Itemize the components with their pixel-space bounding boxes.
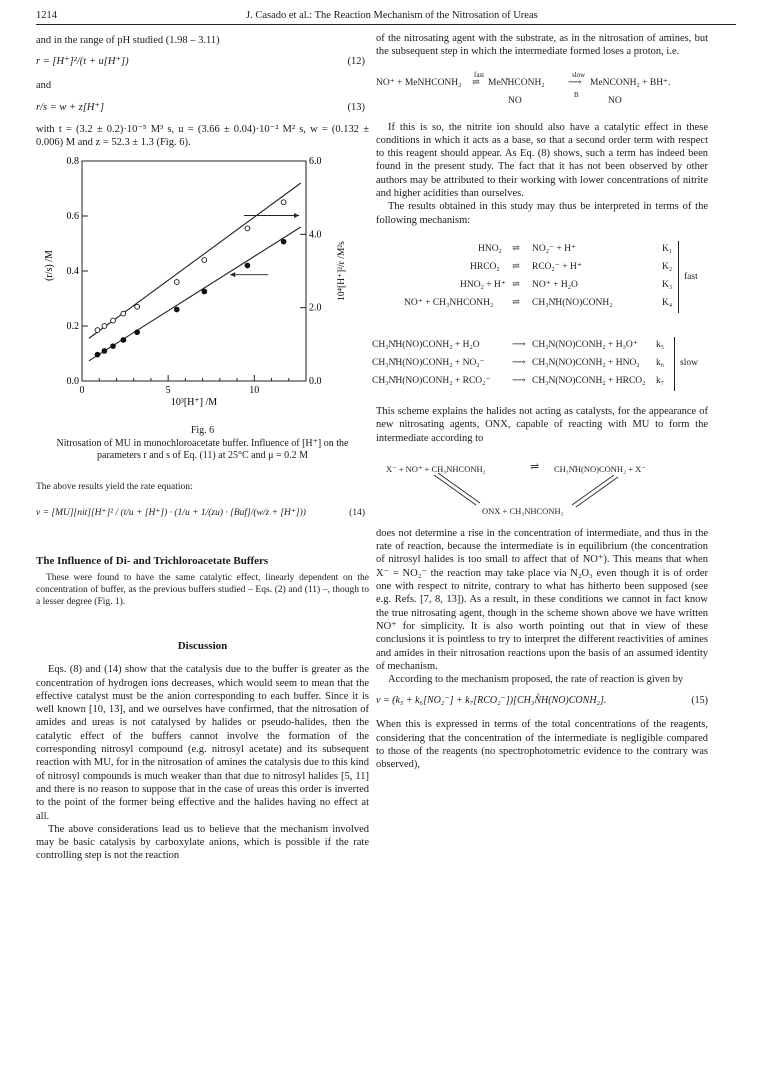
data-point-open xyxy=(202,258,207,263)
slow-label: slow xyxy=(680,357,698,368)
figure-6-chart xyxy=(36,151,369,421)
fast-step-lhs: NO⁺ + CH₃NHCONH₂ xyxy=(404,297,494,308)
fast-step-lhs: HNO₂ xyxy=(478,243,502,254)
y-left-tick-label: 0.8 xyxy=(66,156,79,168)
data-point-filled xyxy=(135,330,140,335)
data-point-open xyxy=(281,200,286,205)
paragraph: If this is so, the nitrite ion should also have a catalytic effect in these conditions in which it acts as a base, so that a second order term with respect to this reagent should appear. As Eq. (8) shows, such a term has indeed been found in the present study. The fact that it has not been observed by other authors may be attributed to their working with lower concentrations of nitrite and higher acidities than ourselves. xyxy=(376,121,708,200)
y-left-tick-label: 0.4 xyxy=(66,266,79,278)
y-right-tick-label: 4.0 xyxy=(309,229,322,241)
equilibrium-arrow: ⇌ xyxy=(472,77,480,88)
scheme-text: NO xyxy=(508,95,522,106)
reaction-arrow: ⟶ xyxy=(512,375,526,386)
figure-label: Fig. 6 xyxy=(190,425,215,437)
y-right-axis-label: 10⁴[H⁺]²/r /M²s xyxy=(337,241,347,302)
rate-constant: K₂ xyxy=(662,261,673,272)
data-point-filled xyxy=(174,307,179,312)
equation-number: (13) xyxy=(347,101,365,113)
axis-arrow-left-head xyxy=(230,272,235,277)
rate-constant: k₅ xyxy=(656,339,665,350)
halide-scheme xyxy=(376,459,708,521)
paragraph: According to the mechanism proposed, the rate of reaction is given by xyxy=(388,674,684,686)
equation-12 xyxy=(36,55,369,71)
paragraph: This scheme explains the halides not acting as catalysts, for the appearance of new nitrosating agents, ONX, capable of reacting with MU to form the intermediate according to xyxy=(376,405,708,444)
y-left-tick-label: 0.0 xyxy=(66,376,79,388)
equation-text: v = (k₅ + k₆[NO₂⁻] + k₇[RCO₂⁻])[CH₃N̊H(NO)CONH₂]. xyxy=(376,695,607,707)
reaction-arrow: ⇌ xyxy=(512,297,520,308)
reaction-arrow: ⟶ xyxy=(512,357,526,368)
data-point-filled xyxy=(245,263,250,268)
scheme-label: fast xyxy=(474,70,485,79)
y-right-tick-label: 0.0 xyxy=(309,376,322,388)
data-point-filled xyxy=(102,349,107,354)
paragraph: The above considerations lead us to believe that the mechanism involved may be basic catalysis by carboxylate anions, which is possible if the rate controlling step is not the reaction xyxy=(36,823,369,862)
running-title: J. Casado et al.: The Reaction Mechanism of the Nitrosation of Ureas xyxy=(246,10,538,21)
reaction-arrow: ⇌ xyxy=(512,243,520,254)
paragraph: The results obtained in this study may thus be interpreted in terms of the following mechanism: xyxy=(376,201,708,226)
fast-step-rhs: RCO₂⁻ + H⁺ xyxy=(532,261,582,272)
scheme-text: X⁻ + NO⁺ + CH₃NHCONH₂ xyxy=(386,463,486,474)
fast-step-rhs: NO⁺ + H₂O xyxy=(532,279,578,290)
header-rule xyxy=(36,24,736,25)
data-point-open xyxy=(102,324,107,329)
paragraph: and xyxy=(36,80,52,92)
y-left-tick-label: 0.2 xyxy=(66,321,79,333)
y-right-tick-label: 2.0 xyxy=(309,302,322,314)
fast-step-lhs: HNO₂ + H⁺ xyxy=(460,279,506,290)
reaction-arrow: ⟶ xyxy=(568,77,582,88)
y-left-tick-label: 0.6 xyxy=(66,211,79,223)
slow-steps xyxy=(372,337,708,397)
x-axis-label: 10³[H⁺] /M xyxy=(170,397,218,409)
rate-constant: k₆ xyxy=(656,357,665,368)
paragraph: Eqs. (8) and (14) show that the catalysis due to the buffer is greater as the concentration of hydrogen ions decreases, which would seem to mean that the effective catalyst must be the anion corresponding to each buffer. Since it is well known [10, 13], and we ourselves have confirmed, that the nitrosation of amides and ureas is not catalysed by halides or pseudo-halides, then the catalytic effect of the buffers cannot involve the formation of the corresponding nitrosyl compound (e.g. nitrosyl acetate) and its subsequent reaction with MU, for in the nitrosation of amines the catalysis due to this kind of nitrosyl compounds is much weaker than that due to nitrosyl halides [5, 11] and there is no reason to suppose that in the case of ureas this order is inverted to the point of the former being effective and the halides having no effect at all. xyxy=(36,664,369,822)
data-point-open xyxy=(111,318,116,323)
scheme-label: slow xyxy=(572,70,586,79)
reaction-arrow: ⇌ xyxy=(512,261,520,272)
section-heading: Discussion xyxy=(177,639,228,652)
y-right-tick-label: 6.0 xyxy=(309,156,322,168)
scheme-text: ONX + CH₃NHCONH₂ xyxy=(482,505,564,516)
equation-13 xyxy=(36,101,369,117)
slow-step-rhs: CH₃N(NO)CONH₂ + H₃O⁺ xyxy=(532,339,638,350)
figure-caption: Nitrosation of MU in monochloroacetate buffer. Influence of [H⁺] on the parameters r and s of Eq. (11) at 25°C and μ = 0.2 M xyxy=(56,437,349,462)
fast-step-rhs: CH₃N̊H(NO)CONH₂ xyxy=(532,297,613,308)
y-left-axis-label: (r/s) /M xyxy=(44,250,55,282)
fast-step-lhs: HRCO₂ xyxy=(470,261,500,272)
equation-number: (15) xyxy=(691,695,708,707)
data-point-open xyxy=(174,280,179,285)
bracket xyxy=(670,337,675,391)
paragraph: and in the range of pH studied (1.98 – 3.11) xyxy=(36,35,220,46)
scheme-text: CH₃N̊H(NO)CONH₂ + X⁻ xyxy=(554,463,646,474)
bracket xyxy=(674,241,679,313)
left-column xyxy=(36,32,369,863)
rate-constant: k₇ xyxy=(656,375,665,386)
data-point-filled xyxy=(202,289,207,294)
paragraph: with t = (3.2 ± 0.2)·10⁻⁵ M³ s, u = (3.66 ± 0.04)·10⁻² M² s, w = (0.132 ± 0.006) M and z = 52.3 ± 1.3 (Fig. 6). xyxy=(36,123,369,148)
page-number: 1214 xyxy=(36,10,57,21)
fast-equilibria xyxy=(376,241,708,319)
equation-number: (14) xyxy=(349,507,365,518)
scheme-text: NO⁺ + MeNHCONH₂ xyxy=(376,77,462,88)
slow-step-lhs: CH₃N̊H(NO)CONH₂ + NO₂⁻ xyxy=(372,357,485,368)
paragraph: When this is expressed in terms of the total concentrations of the reagents, considering that the concentration of the intermediate is negligible compared to those of the reagents (no spectrophotometric evidence to the contrary was observed), xyxy=(376,719,708,771)
scheme-text: NO xyxy=(608,95,622,106)
x-tick-label: 10 xyxy=(249,385,260,397)
rate-constant: K₄ xyxy=(662,297,673,308)
paragraph: The above results yield the rate equation: xyxy=(36,481,193,492)
paragraph: These were found to have the same catalytic effect, linearly dependent on the concentration of buffer, as the previous buffers studied – Eqs. (2) and (11) –, though to a lesser degree (Fig. 1). xyxy=(36,572,369,607)
x-tick-label: 0 xyxy=(79,385,85,397)
data-point-open xyxy=(121,311,126,316)
equation-number: (12) xyxy=(347,56,365,68)
equilibrium-arrow: ⇌ xyxy=(530,460,540,473)
data-point-filled xyxy=(281,239,286,244)
fast-step-rhs: NO₂⁻ + H⁺ xyxy=(532,243,577,254)
rate-constant: K₃ xyxy=(662,279,673,290)
slow-step-rhs: CH₃N(NO)CONH₂ + HNO₂ xyxy=(532,357,640,368)
slow-step-lhs: CH₃N̊H(NO)CONH₂ + H₂O xyxy=(372,339,480,350)
data-point-open xyxy=(245,226,250,231)
x-tick-label: 5 xyxy=(165,385,171,397)
reaction-arrow: ⇌ xyxy=(512,279,520,290)
fit-line xyxy=(89,183,301,338)
data-point-filled xyxy=(95,352,100,357)
data-point-filled xyxy=(121,338,126,343)
section-heading: The Influence of Di- and Trichloroacetate Buffers xyxy=(36,554,269,567)
data-point-open xyxy=(135,305,140,310)
equation-14 xyxy=(36,507,369,533)
right-column xyxy=(372,32,708,772)
rate-constant: K₁ xyxy=(662,243,673,254)
plot-frame xyxy=(82,161,306,381)
scheme-text: MeNCONH₂ + BH⁺. xyxy=(590,77,671,88)
proton-loss-scheme xyxy=(376,71,708,111)
data-point-open xyxy=(95,328,100,333)
equation-text: r/s = w + z[H⁺] xyxy=(36,101,105,113)
slow-step-lhs: CH₃N̊H(NO)CONH₂ + RCO₂⁻ xyxy=(372,375,491,386)
scheme-text: MeN̊HCONH₂ xyxy=(488,77,545,88)
equation-15 xyxy=(376,694,708,710)
slow-step-rhs: CH₃N(NO)CONH₂ + HRCO₂ xyxy=(532,375,646,386)
paragraph: does not determine a rise in the concentration of intermediate, and thus in the rate of reaction, because the intermediate is in equilibrium (the concentration of nitrosyl halides is too small to affect that of NO⁺). This means that when X⁻ = NO₂⁻ the reaction may take place via N₂O₃ even though it is of order one with respect to nitrite, contrary to what has hitherto been supposed (see e.g. Refs. [7, 8, 13]). As a result, in these conditions we cannot in fact know the true nitrosating agent, though in the scheme shown above we have written NO⁺ for simplicity. It is also worth pointing out that in view of these conclusions it is pointless to try to interpret the different reactivities of amines and amides in their nitrosation reactions upon the basis of an assumed identity of mechanism. xyxy=(376,527,708,672)
data-point-filled xyxy=(111,344,116,349)
axis-arrow-right-head xyxy=(294,213,299,218)
fast-label: fast xyxy=(684,271,698,282)
equation-text: v = [MU][nit][H⁺]² / (t/u + [H⁺]) · (1/u + 1/(zu) · [Buf]/(w/z + [H⁺])) xyxy=(36,507,306,518)
equation-text: r = [H⁺]²/(t + u[H⁺]) xyxy=(36,56,129,68)
reaction-arrow: ⟶ xyxy=(512,339,526,350)
scheme-label: B xyxy=(574,90,579,99)
paragraph: of the nitrosating agent with the substrate, as in the nitrosation of amines, but the subsequent step in which the intermediate formed loses a proton, i.e. xyxy=(376,33,708,58)
